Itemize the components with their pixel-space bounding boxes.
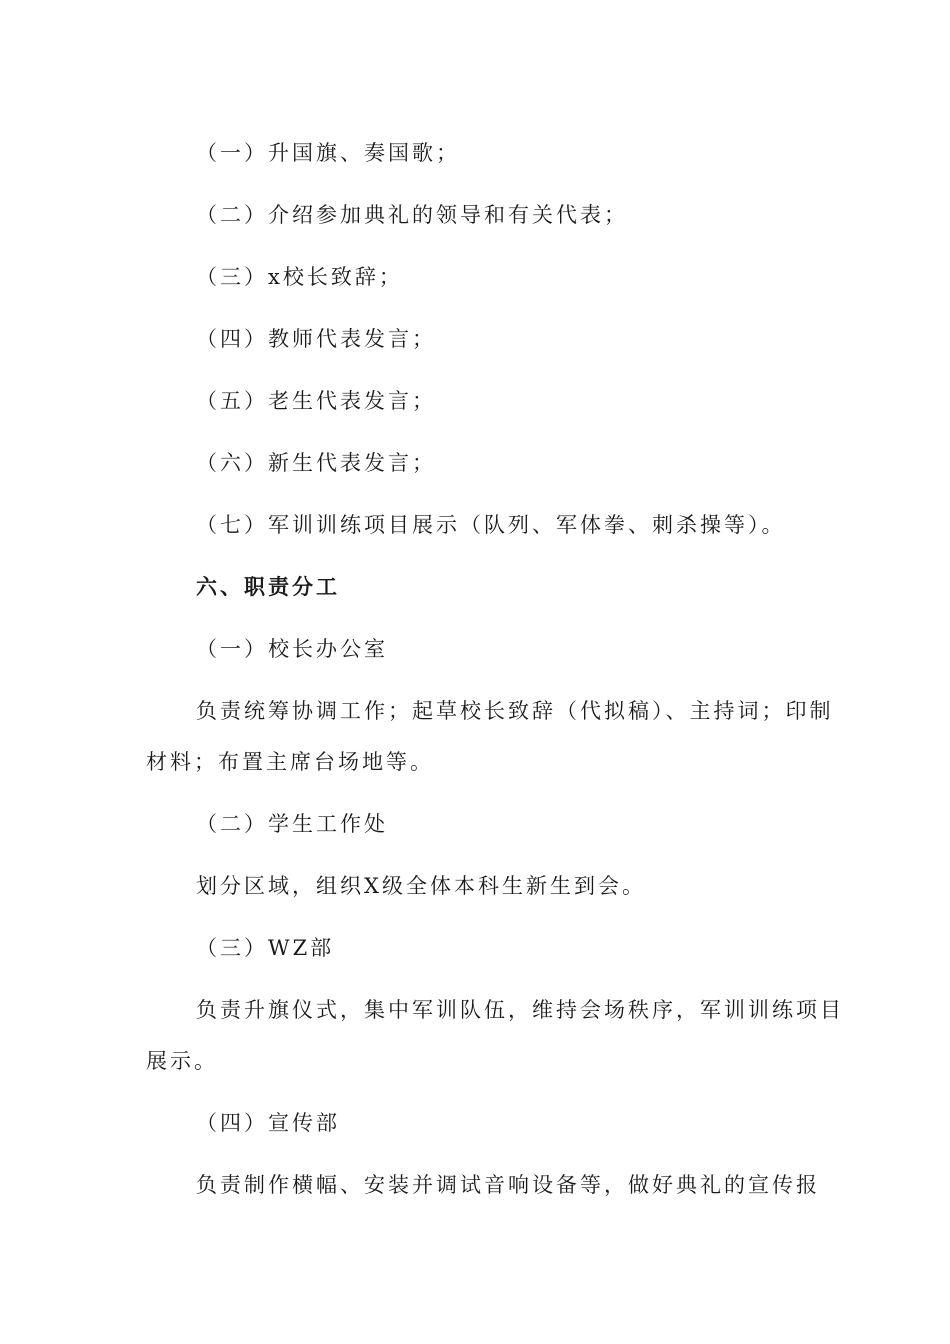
paragraph-line: 负责统筹协调工作；起草校长致辞（代拟稿）、主持词；印制 [196,699,834,723]
agenda-item-5: （五）老生代表发言； [196,389,436,413]
paragraph-line: 划分区域，组织X级全体本科生新生到会。 [196,874,646,898]
agenda-item-1: （一）升国旗、奏国歌； [196,141,460,165]
agenda-item-6: （六）新生代表发言； [196,451,436,475]
agenda-item-4: （四）教师代表发言； [196,327,436,351]
paragraph-line: 负责制作横幅、安装并调试音响设备等，做好典礼的宣传报 [196,1173,820,1197]
paragraph-line: 材料；布置主席台场地等。 [146,750,434,774]
paragraph-line: 负责升旗仪式，集中军训队伍，维持会场秩序，军训训练项目 [196,998,844,1022]
subsection-publicity-dept: （四）宣传部 [196,1111,340,1135]
subsection-student-affairs: （二）学生工作处 [196,812,388,836]
agenda-item-7: （七）军训训练项目展示（队列、军体拳、刺杀操等）。 [196,513,786,537]
subsection-wz-dept: （三）WZ部 [196,936,335,960]
subsection-principal-office: （一）校长办公室 [196,637,388,661]
agenda-item-2: （二）介绍参加典礼的领导和有关代表； [196,203,628,227]
agenda-item-3: （三）x校长致辞； [196,265,403,289]
section-heading: 六、职责分工 [196,575,340,599]
paragraph-line: 展示。 [146,1049,218,1073]
